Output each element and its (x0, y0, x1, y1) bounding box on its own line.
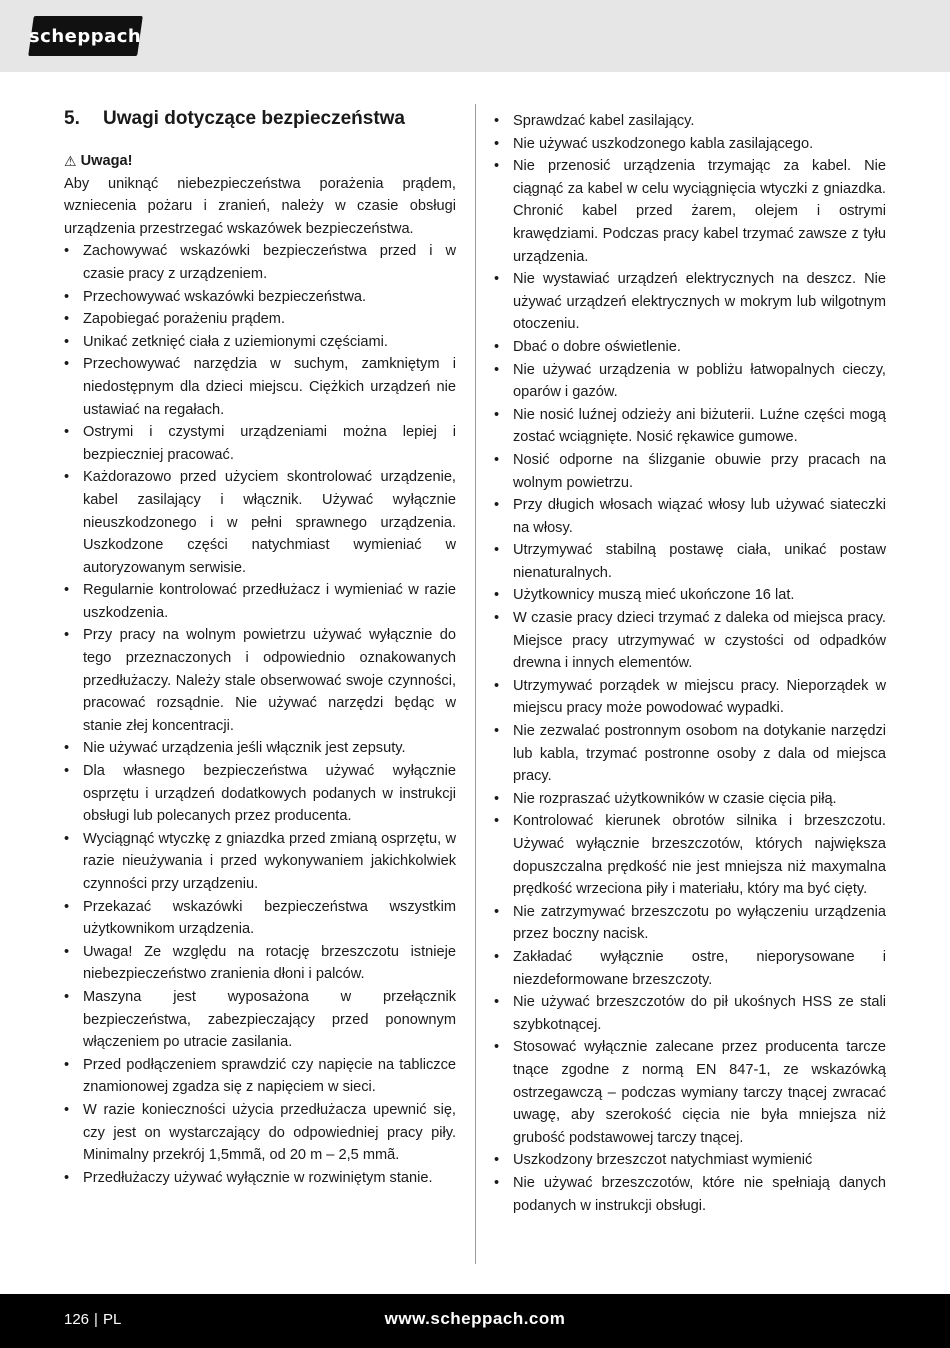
safety-list-item: • Nie używać brzeszczotów, które nie spełniają danych podanych w instrukcji obsługi. (494, 1172, 886, 1217)
page-separator: | (94, 1311, 98, 1328)
warning-label: Uwaga! (80, 153, 133, 169)
safety-list-item: • Nie nosić luźnej odzieży ani biżuterii. Luźne części mogą zostać wciągnięte. Nosić rękawice gumowe. (494, 404, 886, 449)
section-title: Uwagi dotyczące bezpieczeństwa (103, 108, 405, 129)
safety-list-item: • Przedłużaczy używać wyłącznie w rozwiniętym stanie. (64, 1167, 456, 1190)
safety-list-item: • Regularnie kontrolować przedłużacz i wymieniać w razie uszkodzenia. (64, 579, 456, 624)
warning-triangle-icon: ⚠ (64, 153, 77, 169)
page-language: PL (102, 1311, 122, 1328)
website-link[interactable]: www.scheppach.com (384, 1309, 566, 1328)
safety-list-item: • Nosić odporne na ślizganie obuwie przy pracach na wolnym powietrzu. (494, 449, 886, 494)
safety-list-item: • Przekazać wskazówki bezpieczeństwa wszystkim użytkownikom urządzenia. (64, 896, 456, 941)
safety-list-item: • Przy długich włosach wiązać włosy lub używać siateczki na włosy. (494, 494, 886, 539)
safety-list-item: • Nie zezwalać postronnym osobom na dotykanie narzędzi lub kabla, trzymać postronne osoby z dala od miejsca pracy. (494, 720, 886, 788)
section-number: 5. (64, 108, 80, 129)
page-number: 126 (64, 1311, 90, 1328)
safety-list-item: • Nie używać urządzenia jeśli włącznik jest zepsuty. (64, 737, 456, 760)
warning-heading (64, 150, 456, 173)
safety-list-item: • Przechowywać narzędzia w suchym, zamkniętym i niedostępnym dla dzieci miejscu. Ciężkich urządzeń nie ustawiać na regałach. (64, 353, 456, 421)
safety-list-item: • Zapobiegać porażeniu prądem. (64, 308, 456, 331)
safety-list-item: • Dbać o dobre oświetlenie. (494, 336, 886, 359)
safety-list-item: • Zakładać wyłącznie ostre, nieporysowane i niezdeformowane brzeszczoty. (494, 946, 886, 991)
safety-list-item: • Unikać zetknięć ciała z uziemionymi częściami. (64, 331, 456, 354)
safety-list-item: • Utrzymywać porządek w miejscu pracy. Nieporządek w miejscu pracy może powodować wypadki. (494, 675, 886, 720)
safety-list-item: • Nie używać uszkodzonego kabla zasilającego. (494, 133, 886, 156)
brand-logo-text: scheppach (29, 25, 142, 47)
left-column (64, 106, 456, 1189)
section-heading (64, 106, 456, 132)
safety-list-item: • Kontrolować kierunek obrotów silnika i brzeszczotu. Używać wyłącznie brzeszczotów, których największa dopuszczalna prędkość nie jest mniejsza niż maxymalna prędkość wrzeciona piły i materiału, który ma być cięty. (494, 810, 886, 900)
column-divider (475, 104, 476, 1264)
left-safety-list (64, 240, 456, 1189)
safety-list-item: • Użytkownicy muszą mieć ukończone 16 lat. (494, 584, 886, 607)
safety-list-item: • Uwaga! Ze względu na rotację brzeszczotu istnieje niebezpieczeństwo zranienia dłoni i palców. (64, 941, 456, 986)
safety-list-item: • Nie przenosić urządzenia trzymając za kabel. Nie ciągnąć za kabel w celu wyciągnięcia wtyczki z gniazdka. Chronić kabel przed żarem, olejem i ostrymi krawędziami. Podczas pracy kabel trzymać zawsze z tyłu urządzenia. (494, 155, 886, 268)
warning-intro: Aby uniknąć niebezpieczeństwa porażenia prądem, wzniecenia pożaru i zranień, należy w czasie obsługi urządzenia przestrzegać wskazówek bezpieczeństwa. (64, 175, 456, 237)
safety-list-item: • Nie używać brzeszczotów do pił ukośnych HSS ze stali szybkotnącej. (494, 991, 886, 1036)
right-column (494, 110, 886, 1217)
safety-list-item: • Przy pracy na wolnym powietrzu używać wyłącznie do tego przeznaczonych i odpowiednio oznakowanych przedłużaczy. Należy stale obserwować swoje czynności, pracować rozsądnie. Nie używać narzędzi będąc w stanie złej koncentracji. (64, 624, 456, 737)
safety-list-item: • Każdorazowo przed użyciem skontrolować urządzenie, kabel zasilający i włącznik. Używać wyłącznie nieuszkodzonego i w pełni sprawnego urządzenia. Uszkodzone części natychmiast wymieniać w autoryzowanym serwisie. (64, 466, 456, 579)
safety-list-item: • W czasie pracy dzieci trzymać z daleka od miejsca pracy. Miejsce pracy utrzymywać w czystości od odpadków drewna i innych elementów. (494, 607, 886, 675)
safety-list-item: • Stosować wyłącznie zalecane przez producenta tarcze tnące zgodne z normą EN 847-1, ze wskazówką ostrzegawczą – podczas wymiany tarczy tnącej zwracać uwagę, aby szerokość cięcia nie była mniejsza niż grubość podstawowej tarczy tnącej. (494, 1036, 886, 1149)
safety-list-item: • W razie konieczności użycia przedłużacza upewnić się, czy jest on wystarczający do odpowiedniej pracy piły. Minimalny przekrój 1,5mmã, od 20 m – 2,5 mmã. (64, 1099, 456, 1167)
safety-list-item: • Nie wystawiać urządzeń elektrycznych na deszcz. Nie używać urządzeń elektrycznych w mokrym lub wilgotnym otoczeniu. (494, 268, 886, 336)
safety-list-item: • Przed podłączeniem sprawdzić czy napięcie na tabliczce znamionowej zgadza się z napięciem w sieci. (64, 1054, 456, 1099)
safety-list-item: • Sprawdzać kabel zasilający. (494, 110, 886, 133)
safety-list-item: • Ostrymi i czystymi urządzeniami można lepiej i bezpieczniej pracować. (64, 421, 456, 466)
safety-list-item: • Utrzymywać stabilną postawę ciała, unikać postaw nienaturalnych. (494, 539, 886, 584)
safety-list-item: • Przechowywać wskazówki bezpieczeństwa. (64, 286, 456, 309)
right-safety-list (494, 110, 886, 1217)
safety-list-item: • Maszyna jest wyposażona w przełącznik bezpieczeństwa, zabezpieczający przed ponownym włączeniem po utracie zasilania. (64, 986, 456, 1054)
brand-logo (28, 16, 143, 56)
safety-list-item: • Nie używać urządzenia w pobliżu łatwopalnych cieczy, oparów i gazów. (494, 359, 886, 404)
safety-list-item: • Nie rozpraszać użytkowników w czasie cięcia piłą. (494, 788, 886, 811)
safety-list-item: • Uszkodzony brzeszczot natychmiast wymienić (494, 1149, 886, 1172)
header-bar (0, 0, 950, 72)
safety-list-item: • Dla własnego bezpieczeństwa używać wyłącznie osprzętu i urządzeń dodatkowych podanych w instrukcji obsługi lub polecanych przez producenta. (64, 760, 456, 828)
safety-list-item: • Nie zatrzymywać brzeszczotu po wyłączeniu urządzenia przez boczny nacisk. (494, 901, 886, 946)
safety-list-item: • Zachowywać wskazówki bezpieczeństwa przed i w czasie pracy z urządzeniem. (64, 240, 456, 285)
safety-list-item: • Wyciągnąć wtyczkę z gniazdka przed zmianą osprzętu, w razie nieużywania i przed wykonywaniem jakichkolwiek czynności przy urządzeniu. (64, 828, 456, 896)
footer-bar (0, 1294, 950, 1348)
